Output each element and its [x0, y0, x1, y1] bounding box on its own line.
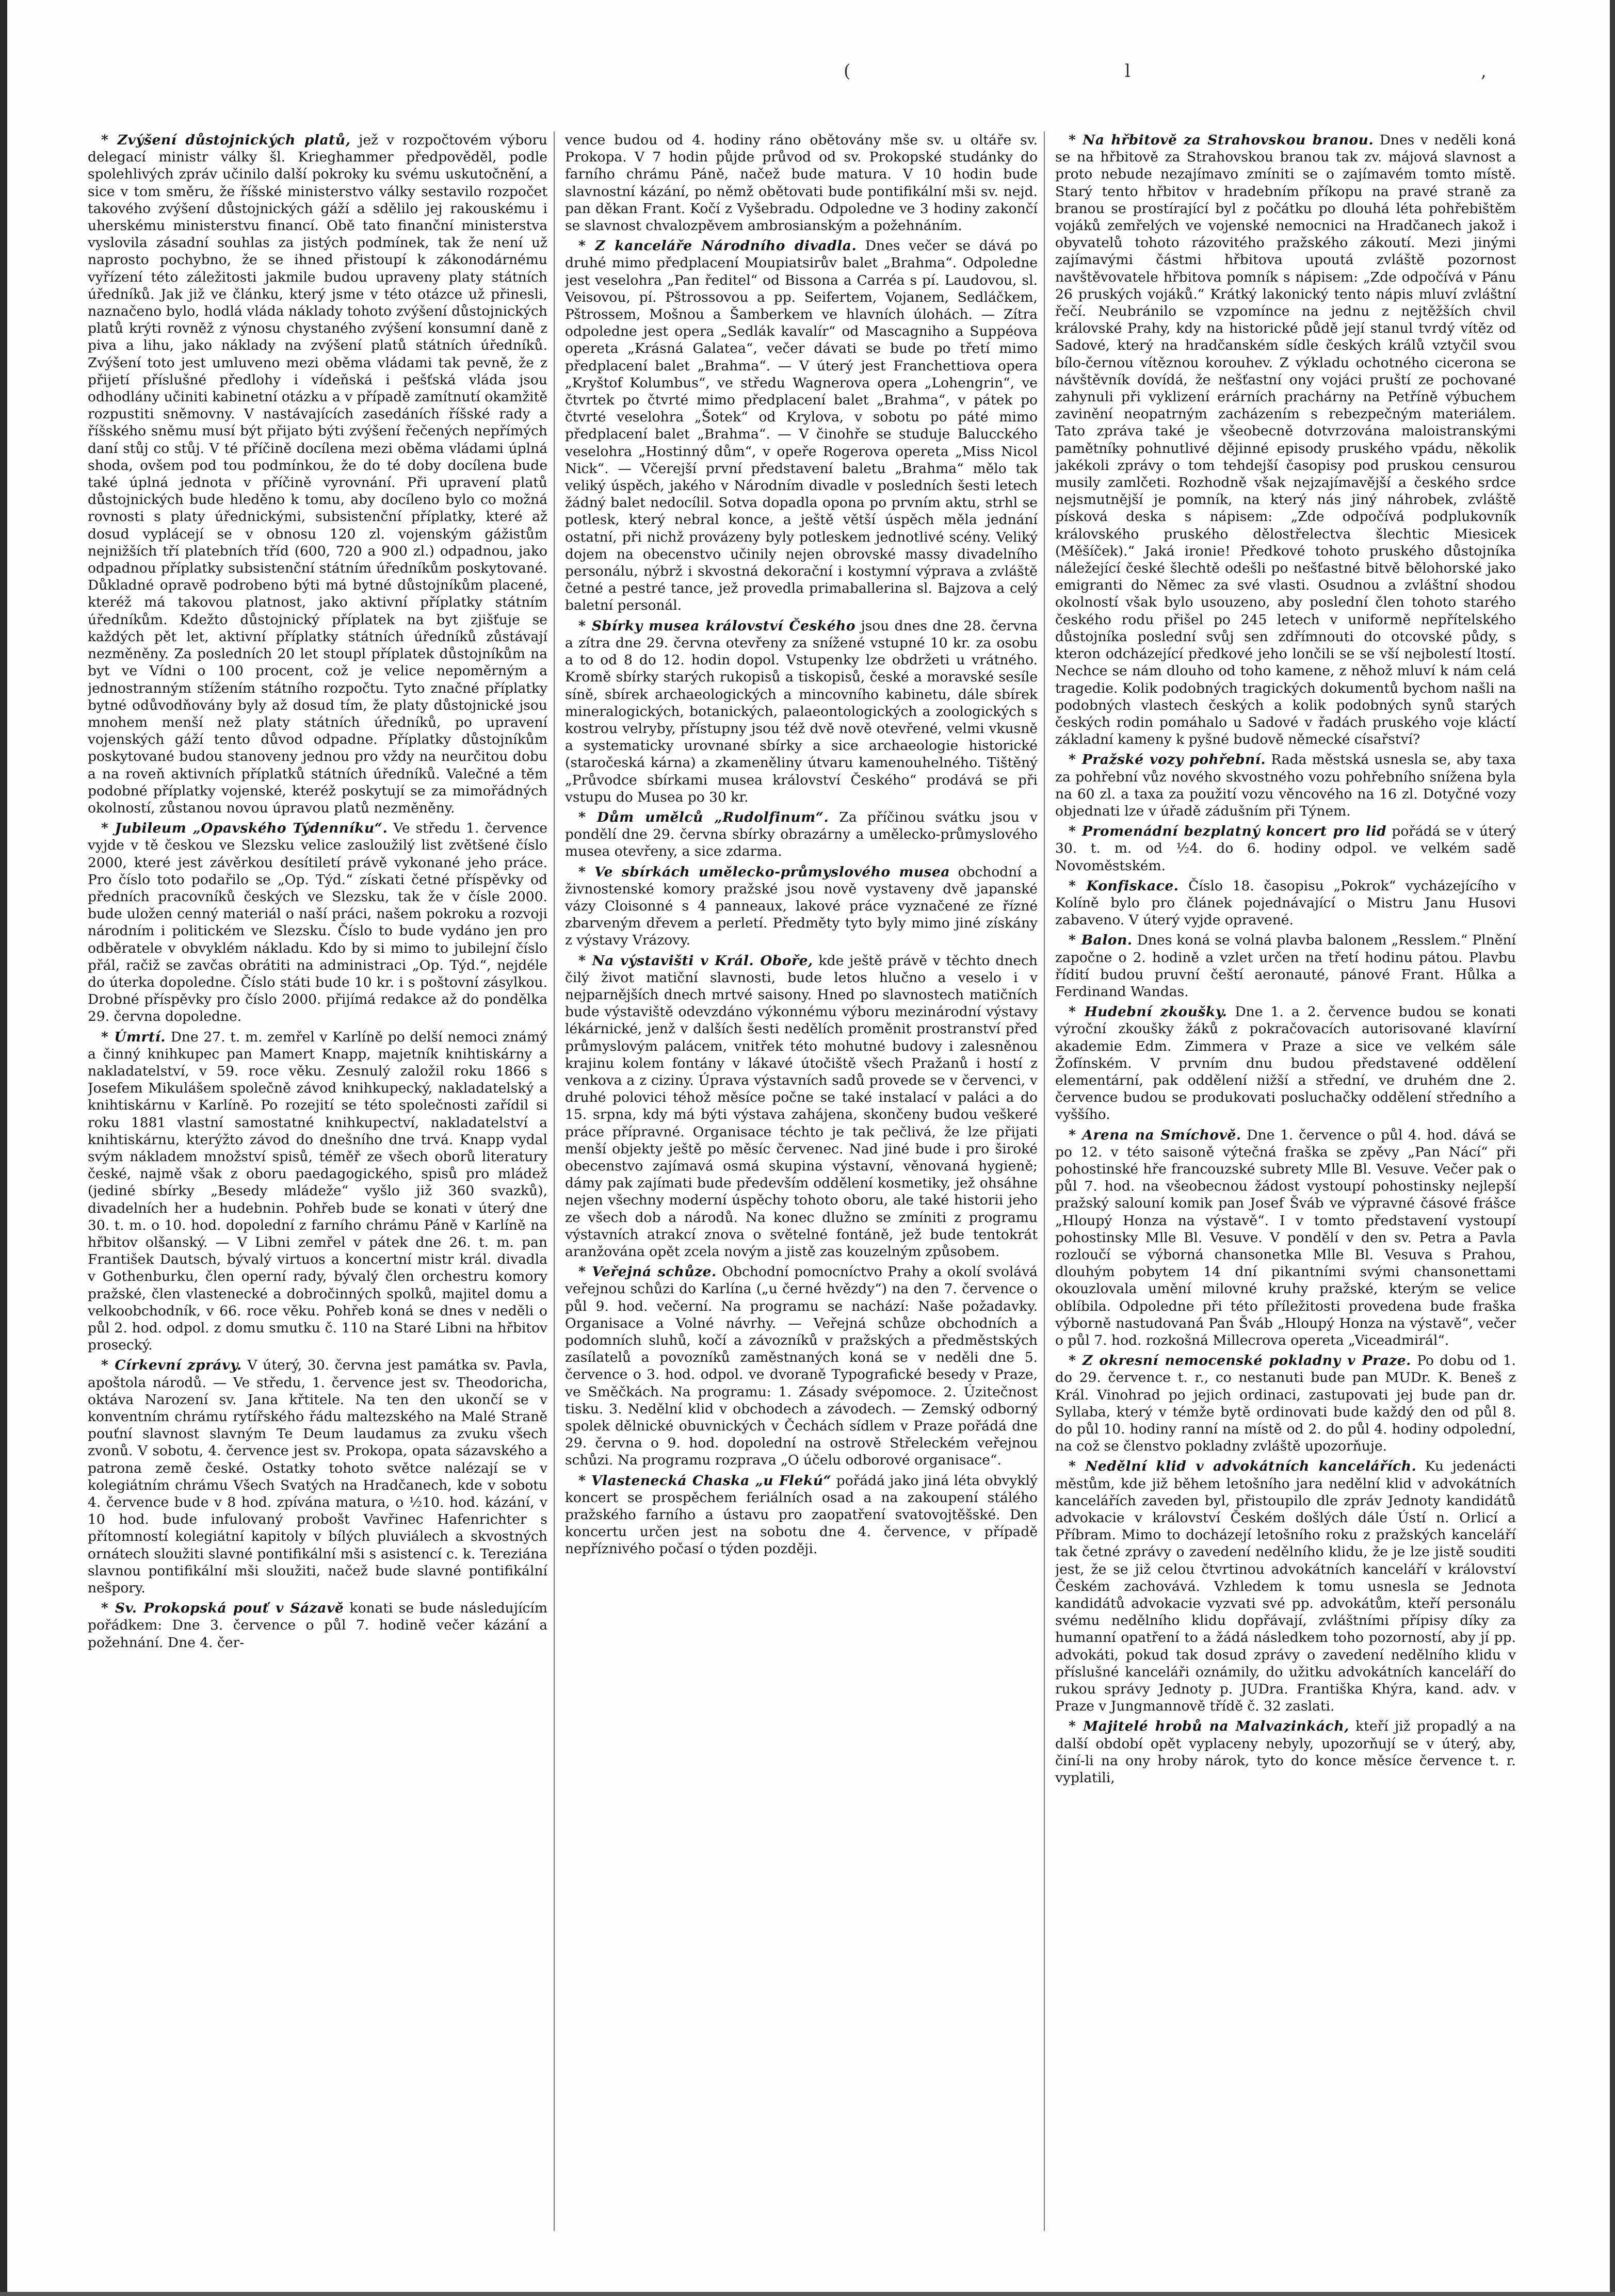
newspaper-page	[88, 132, 1522, 2231]
article-heading: * Z okresní nemocenské pokladny v Praze.	[1069, 1353, 1411, 1369]
article	[1055, 932, 1516, 1000]
article	[565, 1263, 1038, 1469]
article-body: Dnes koná se volná plavba balonem „Resslem.“ Plnění započne o 2. hodině a vzlet určen na třetí hodinu pátou. Plavbu řídití budou pruvní čeští aeronauté, pánové Frant. Hůlka a Ferdinand Wandas.	[1055, 932, 1516, 1000]
article-body: Po dobu od 1. do 29. července t. r., co nestanuti bude pan MUDr. K. Beneš z Král. Vinohrad po jejich ordinaci, zastupovati jej bude pan dr. Syllaba, který v témže bytě ordinovati bude každý den od půl 8. do půl 10. hodiny ranní na místě od 2. do půl 4. hodiny odpolední, na což se členstvo pokladny zvláště upozorňuje.	[1055, 1353, 1516, 1455]
article-heading: * Na hřbitově za Strahovskou branou.	[1069, 132, 1374, 148]
article-body: jsou dnes dne 28. června a zítra dne 29. června otevřeny za snížené vstupné 10 kr. za osobu a to od 8 do 12. hodin dopol. Vstupenky lze obdržeti u vrátného. Kromě sbírky starých rukopisů a tiskopisů, české a moravské sesíle síně, sbírek archaeologických a mincovního kabinetu, dále sbírek mineralogických, botanických, palaeontologických a zoologických s kostrou velryby, přístupny jsou též dvě nově otevřené, velmi vkusně a systematicky urovnané sbírky a sice archaeologie historické (staročeská kárna) a zkameněliny útvaru kamenouhelného. Tištěný „Průvodce sbírkami musea království Českého“ prodává se při vstupu do Musea po 30 kr.	[565, 617, 1038, 805]
article	[1055, 877, 1516, 929]
article-heading: * Dům umělců „Rudolfinum“.	[578, 809, 829, 825]
article-body: Dne 1. července o půl 4. hod. dává se po 12. v této saisoně výtečná fraška se zpěvy „Pan Nácí“ při pohostinské hře francouzské subrety Mlle Bl. Vesuve. Večer pak o půl 7. hod. na všeobecnou žádost vystoupí pohostinsky nejlepší pražský salouní komik pan Josef Šváb ve výpravné čásové frášce „Hloupý Honza na výstavě“. I v tomto představení vystoupí pohostinsky Mlle Bl. Vesuve. V pondělí v den sv. Petra a Pavla rozloučí se výborná chansonetka Mlle Bl. Vesuva s Prahou, dlouhým pobytem 14 dní pikantními svými chansonettami okouzlovala umění milovné kruhy pražské, kterým se velice oblíbila. Odpoledne při této příležitosti provedena bude fraška výborně nastudovaná Pan Šváb „Hloupý Honza na výstavě“, večer o půl 7. hod. rozkošná Millecrova opereta „Viceadmirál“.	[1055, 1127, 1516, 1349]
column-middle	[565, 132, 1045, 2231]
article	[88, 1357, 547, 1597]
article	[1055, 1458, 1516, 1715]
article-body: Dne 27. t. m. zemřel v Karlíně po delší nemoci známý a činný knihkupec pan Mamert Knapp, majetník knihtiskárny a nakladatelství, v 59. roce věku. Zesnulý založil roku 1866 s Josefem Mikulášem společně závod knihkupecký, nakladatelský a knihtiskárnu v Karlíně. Po rozejití se této společnosti zařídil si roku 1881 vlastní samostatné knihkupectví, nakladatelství a knihtiskárnu, kterýžto závod do dnešního dne trvá. Knapp vydal svým nákladem množství spisů, téměř ze všech oborů literatury české, najmě však z oboru paedagogického, spisů pro mládež (jediné sbírky „Besedy mládeže“ vyšlo již 360 svazků), divadelních her a hudebnin. Pohřeb bude se konati v úterý dne 30. t. m. o 10. hod. dopolední z farního chrámu Páně v Karlíně na hřbitov olšanský. — V Libni zemřel v pátek dne 26. t. m. pan František Dautsch, bývalý virtuos a koncertní mistr král. divadla v Gothenburku, člen operní rady, bývalý člen orchestru komory pražské, člen vlastenecké a dobročinných spolků, majitel domu a velkoobchodník, v 66. roce věku. Pohřeb koná se dnes v neděli o půl 2. hod. odpol. z domu smutku č. 110 na Staré Libni na hřbitov prosecký.	[88, 1029, 547, 1354]
article-body: Dnes večer se dává po druhé mimo předplacení Moupiatsirův balet „Brahma“. Odpoledne jest veselohra „Pan ředitel“ od Bissona a Carréa s pí. Laudovou, sl. Veisovou, pí. Pštrossovou a pp. Seifertem, Vojanem, Sedláčkem, Pštrossem, Mošnou a Šamberkem ve hlavních úlohách. — Zítra odpoledne jest opera „Sedlák kavalír“ od Mascagniho a Suppéova opereta „Krásná Galatea“, večer dávati se bude po třetí mimo předplacení balet „Brahma“. — V úterý jest Franchettiova opera „Kryštof Kolumbus“, ve středu Wagnerova opera „Lohengrin“, ve čtvrtek po čtvrté mimo předplacení balet „Brahma“, v pátek po čtvrté veselohra „Šotek“ od Krylova, v sobotu po páté mimo předplacení balet „Brahma“. — V činohře se studuje Balucckého veselohra „Hostinný dům“, v opeře Rogerova opereta „Miss Nicol Nick“. — Včerejší první představení baletu „Brahma“ mělo tak veliký úspěch, jakého v Národním divadle v posledních šesti letech žádný balet nedocílil. Sotva dopadla opona po prvním aktu, strhl se potlesk, který nebral konce, a ještě větší úspěch měla jednání ostatní, při nichž provázeny byly potleskem jednotlivé scény. Veliký dojem na obecenstvo učinily nejen obrovské massy divadelního personálu, nýbrž i skvostná dekorační i kostymní výprava a zvláště četné a pestré tance, jež provedla primaballerina sl. Bajzova a celý baletní personál.	[565, 238, 1038, 614]
scan-mark: ,	[1481, 61, 1487, 82]
article-heading: * Jubileum „Opavského Týdenníku“.	[101, 820, 388, 837]
article-heading: * Hudební zkoušky.	[1069, 1004, 1228, 1020]
article	[88, 132, 547, 817]
article	[1055, 1127, 1516, 1349]
article-body: pořádá jako jiná léta obvyklý koncert se prospěchem feriálních osad a na zakoupení stálého pražského farního a ústavu pro zaopatření svatovojtěšské. Den koncertu určen jest na sobotu dne 4. července, v případě nepříznivého počasí o týden později.	[565, 1472, 1038, 1557]
article-body: Ku jedenácti městům, kde již během letošního jara nedělní klid v advokátních kancelářích zaveden byl, přistoupilo dle zpráv Jednoty kandidátů advokacie v království Českém došlých dále Ústí n. Orlicí a Příbram. Mimo to docházejí letošního roku z pražských kanceláří tak četné zprávy o zavedení nedělního klidu, že je lze jistě souditi jest, že se již celou čtvrtinou advokátních kanceláří v království Českém zachovává. Vzhledem k tomu usnesla se Jednota kandidátů advokacie vyzvati své pp. advokátům, kteří personálu svému nedělního klidu dopřávají, zvláštními přípisy díky za humanní opatření to a žádá následkem toho pozorností, aby jí pp. advokáti, pokud tak dosud zprávy o zavedení nedělního klidu v příslušné kanceláři oznámily, do užitku advokátních kanceláří do rukou správy Jednoty p. JUDra. Františka Khýra, kand. adv. v Praze v Jungmannově třídě č. 32 zaslati.	[1055, 1458, 1516, 1715]
article	[565, 132, 1038, 234]
article-body: konati se bude následujícím pořádkem: Dne 3. července o půl 7. hodině večer kázání a požehnání. Dne 4. čer-	[88, 1600, 547, 1651]
article-body: Ve středu 1. července vyjde v tě českou ve Slezsku velice zasloužilý list zvětšené číslo 2000, které jest závěrkou desítiletí právě vykonané jeho práce. Pro číslo toto podařilo se „Op. Týd.“ získati četné příspěvky od předních pracovníků českých ve Slezsku, tak že v čísle 2000. bude uložen cenný materiál o naší práci, našem pokroku a rozvoji národním i politickém ve Slezsku. Číslo to bude vydáno jen pro odběratele v obvyklém nákladu. Kdo by si mimo to jubilejní číslo přál, račiž se zavčas obrátiti na administraci „Op. Týd.“, nejdéle do úterka dopoledne. Číslo státi bude 10 kr. i s poštovní zásylkou. Drobné příspěvky pro číslo 2000. přijímá redakce až do pondělka 29. června dopoledne.	[88, 820, 547, 1025]
article-heading: * Pražské vozy pohřební.	[1069, 752, 1266, 768]
article-body: Rada městská usnesla se, aby taxa za pohřební vůz nového skvostného vozu pohřebního snížena byla na 60 zl. a taxa za použití vozu věncového na 16 zl. Dotyčné vozy objednati lze v úřadě zádušním při Týnem.	[1055, 752, 1516, 819]
article-body: obchodní a živnostenské komory pražské jsou nově vystaveny dvě japanské vázy Cloisonné s 4 panneaux, lakové práce vyznačené ze řízné zbarveným dřevem a perletí. Předměty tyto byly mimo jiné získány z výstavy Vrázovy.	[565, 864, 1038, 949]
article-body: Dne 1. a 2. července budou se konati výroční zkoušky žáků z pokračovacích autorisované klavírní akademie Edm. Zimmera v Praze a sice ve velkém sále Žofínském. V prvním dnu budou představené oddělení elementární, pak oddělení nižší a střední, ve druhém dne 2. července budou se produkovati posluchačky oddělení středního a vyššího.	[1055, 1004, 1516, 1123]
article-heading: * Sbírky musea království Českého	[578, 617, 856, 634]
article	[565, 617, 1038, 806]
article	[565, 952, 1038, 1261]
article	[565, 809, 1038, 860]
column-left	[88, 132, 555, 2231]
scan-mark: l	[1125, 61, 1130, 82]
article	[1055, 1718, 1516, 1786]
article	[1055, 751, 1516, 820]
article-heading: * Arena na Smíchově.	[1069, 1127, 1241, 1143]
article-body: kteří již propadlý a na další období opět vyplaceny nebyly, upozorňují se v úterý, aby, činí-li na ony hroby nárok, tyto do konce měsíce července t. r. vyplatili,	[1055, 1718, 1516, 1786]
article	[1055, 1352, 1516, 1455]
article-heading: * Církevní zprávy.	[101, 1357, 242, 1374]
article	[88, 1029, 547, 1354]
article-heading: * Nedělní klid v advokátních kancelářích.	[1069, 1458, 1417, 1475]
article-body: Obchodní pomocníctvo Prahy a okolí svolává veřejnou schůzi do Karlína („u černé hvězdy“) na den 7. července o půl 9. hod. večerní. Na programu se nachází: Naše požadavky. Organisace a Volné návrhy. — Veřejná schůze obchodních a podomních sluhů, kočí a závozníků v pražských a předměstských zasílatelů a povozníků zaměstnaných koná se v neděli dne 5. července o 3. hod. odpol. ve dvoraně Typografické besedy v Praze, ve Směčkách. Na programu: 1. Zásady svépomoce. 2. Úzitečnost tisku. 3. Nedělní klid v obchodech a závodech. — Zemský odborný spolek dělnické obuvnických v Čechách sídlem v Praze pořádá dne 29. června o 9. hod. dopolední na ostrově Střeleckém veřejnou schůzi. Na programu rozprava „O účelu odborové organisace“.	[565, 1264, 1038, 1469]
article-heading: * Konfiskace.	[1069, 877, 1179, 894]
article-body: Číslo 18. časopisu „Pokrok“ vycházejícího v Kolíně bylo pro článek pojednávající o Mistru Janu Husovi zabaveno. V úterý vyjde opravené.	[1055, 877, 1516, 929]
article-heading: * Vlastenecká Chaska „u Flekú“	[578, 1472, 832, 1489]
article-heading: * Ve sbírkách umělecko-průmyslového musea	[578, 864, 950, 880]
article-body: jež v rozpočtovém výboru delegací ministr války šl. Krieghammer předpověděl, podle spolehlivých zpráv učinilo další pokroky ku svému uskutočnění, a sice v tom směru, že říšské ministerstvo války sestavilo rozpočet takového zvýšení důstojnických gáží a sdělilo jej rakouskému i uherskému ministerstvu financí. Obě tato finanční ministerstva vyslovila zásadní souhlas za jistých podmínek, tak že není už naprosto pochybno, že se ihned přistoupí k zákonodárnému vyřízení této záležitosti jakmile budou upraveny platy státních úředníků. Jak již ve článku, který jsme v této otázce už přinesli, naznačeno bylo, hodlá vláda náklady tohoto zvýšení důstojnických platů krýti rovněž z výnosu chystaného zvýšení konsumní daně z piva a lihu, jako náklady na zvýšení platů státních úředníků. Zvýšení toto jest umluveno mezi oběma vládami tak pevně, že z přijetí příslušné předlohy i vídeňská i pešťská vláda jsou odhodlány učiniti kabinetní otázku a v případě zamítnutí okamžitě rozpustiti sněmovny. V nastávajících zasedáních říšské rady a říšského sněmu musí být přijato býti zvýšení řečených nepřímých daní stůj co stůj. V té příčině docílena mezi oběma vládami úplná shoda, ovšem pod tou podmínkou, že do té doby docílena bude také úplná jednota v příčině vyrovnání. Při upravení platů důstojnických bude hleděno k tomu, aby docíleno bylo co možná rovnosti s platy úřednickými, subsistenční příplatky, které až dosud vyplácejí se v obnosu 120 zl. vojenským gážistům nejnižších tří platebních tříd (600, 720 a 900 zl.) odpadnou, jako odpadnou příplatky subsistenční státním úředníkům poskytované. Důkladné opravě podrobeno býti má bytné důstojníkům placené, kteréž má takovou platnost, jako aktivní příplatky státním úředníkům. Kdežto důstojnický příplatek na byt zjišťuje se každých pět let, aktivní příplatky státních úředníků zůstávají nezměněny. Za posledních 20 let stoupl příplatek důstojníkům na byt ve Vídni o 100 procent, což je velice nepoměrným a jednostranným stížením státního rozpočtu. Tyto značné příplatky bytné odůvodňovány byly až dosud tím, že platy důstojnické jsou mnohem menší než platy státních úředníků, po upravení vojenských gáží tento důvod odpadne. Příplatky důstojníkům poskytované budou stanoveny jednou pro vždy na neurčitou dobu a na roveň aktivních příplatků státních úředníků. Valečné a těm podobné příplatky vojenské, kteréž poskytují se za mimořádných okolností, zůstanou novou úpravou platů nezměněny.	[88, 132, 547, 816]
article-heading: * Balon.	[1069, 932, 1133, 949]
scan-mark: (	[844, 61, 851, 82]
article-body: vence budou od 4. hodiny ráno obětovány mše sv. u oltáře sv. Prokopa. V 7 hodin půjde průvod od sv. Prokopské studánky do farního chrámu Páně, načež bude matura. V 10 hodin bude slavnostní kázání, po němž obětovati bude pontifikální mši sv. nejd. pan děkan Frant. Kočí z Vyšebradu. Odpoledne ve 3 hodiny zakončí se slavnost chvalozpěvem ambrosianským a požehnáním.	[565, 132, 1038, 234]
article	[565, 1472, 1038, 1558]
article-heading: * Veřejná schůze.	[578, 1264, 717, 1280]
article-heading: * Promenádní bezplatný koncert pro lid	[1069, 823, 1386, 840]
article-body: kde ještě právě v těchto dnech čilý život matiční slavnosti, bude letos hlučno a veselo i v nejparnějších dnech mrtvé saisony. Hned po slavnostech matičních bude výstaviště odevzdáno výkonnému výboru mezinárodní výstavy lékárnické, jenž v dalších šesti nedělích proměnit prostranství před průmyslovým palácem, vnitřek této mohutné budovy i zalesněnou krajinu kolem fontány v lákavé útočiště všech Pražanů i hostí z venkova a z ciziny. Úprava výstavních sadů provede se v červenci, v druhé polovici téhož měsíce počne se také instalací v paláci a do 15. srpna, kdy má býti výstava zahájena, skončeny budou veškeré práce přípravné. Organisace téchto je tak pečlivá, že lze přijati menší objekty ještě po měsíc červenec. Nad jiné bude i pro široké obecenstvo zajímavá osmá skupina výstavní, věnovaná hygieně; dámy pak zajímati bude především oddělení kosmetiky, jež ohsáhne nejen všechny moderní úspěchy tohoto oboru, ale také historii jeho ze všech dob a národů. Na konec dlužno se zmíniti z programu výstavních atrakcí znova o světelné fontáně, jež bude tentokrát aranžována opět zcela novým a jistě zas kouzelným způsobem.	[565, 952, 1038, 1260]
article-heading: * Na výstavišti v Král. Oboře,	[578, 952, 813, 969]
article-heading: * Úmrtí.	[101, 1029, 166, 1045]
article	[1055, 132, 1516, 748]
article-body: Dnes v neděli koná se na hřbitově za Strahovskou branou tak zv. májová slavnost a proto nebude nezajímavo zmíniti se o zajímavém tomto místě. Starý tento hřbitov v hradebním příkopu na pravé straně za branou se prostírající byl z počátku po dlouhá léta pohřebištěm vojáků zemřelých ve vojenské nemocnici na Hradčanech jakož i obyvatelů tohoto rázovitého pražského zákoutí. Mezi jinými zajímavými částmi hřbitova upoutá zvláště pozornost navštěvovatele hřbitova pomník s nápisem: „Zde odpočívá v Pánu 26 pruských vojáků.“ Krátký lakonický tento nápis mluví zvláštní řečí. Neubránilo se vzpomínce na jednu z nejtěžších chvil královské Prahy, kdy na historické půdě její stanul tvrdý vítěz od Sadové, který na hradčanském sídle českých králů vztyčil svou bílo-černou vítěznou korouhev. Z výkladu ochotného cicerona se návštěvník dovídá, že nešťastní ony vojáci pruští ze pochované zahynuli při vyklizení erárních prachárny na Petříně výbuchem zavinění neopatrným zacházením s rebezpečným materiálem. Tato zpráva také je všeobecně dotvrzována maloistranskými pamětníky pohnutlivé dějinné episody pruského vpádu, několik jakékoli zprávy o tom tehdejší časopisy pod pruskou censurou musily zamlčeti. Rozhodně však nejzajímavější a českého srdce nejsmutnější je pomník, na který nás jiný náhrobek, zvláště písková deska s nápisem: „Zde odpočívá podplukovník královského pruského dělostřelectva šlechtic Miesicek (Měšíček).“ Jaká ironie! Předkové tohoto pruského důstojníka náležející české šlechtě odešli po nešťastné bitvě bělohorské jako emigranti do Němec za své vlasti. Osudnou a zvláštní shodou okolností však bylo usouzeno, aby poslední člen tohoto starého českého rodu přišel po 245 letech v uniformě nepřítelského důstojníka poslední svůj sen zdřímnouti do otcovské půdy, s kteron odcházející předkové jeho lončili se se vší nejbolestí ltostí. Nechce se nám dlouho od toho kamene, z něhož mluví k nám celá tragedie. Kolik podobných tragických dokumentů bychom našli na podobných vlastech českých a kolik podobných synů starých českých rodin pomáhalo u Sadové v řadách pruského voje kláctí základní kameny k pyšné budově německé císařství?	[1055, 132, 1516, 748]
scan-edge-bottom	[0, 2292, 1615, 2296]
article-heading: * Majitelé hrobů na Malvazinkách,	[1069, 1718, 1349, 1735]
scan-edge-right	[1610, 0, 1615, 2296]
article-heading: * Zvýšení důstojnických platů,	[101, 132, 351, 148]
article-body: Za příčinou svátku jsou v pondělí dne 29. června sbírky obrazárny a umělecko-průmyslového musea otevřeny, a sice zdarma.	[565, 809, 1038, 860]
article	[565, 864, 1038, 949]
article	[1055, 1003, 1516, 1123]
article	[88, 820, 547, 1025]
article-body: pořádá se v úterý 30. t. m. od ½4. do 6. hodiny odpol. ve velkém sadě Novoměstském.	[1055, 823, 1516, 874]
article-heading: * Z kanceláře Národního divadla.	[578, 238, 857, 254]
scan-edge-left	[0, 0, 7, 2296]
article-heading: * Sv. Prokopská pouť v Sázavě	[101, 1600, 344, 1617]
article-body: V úterý, 30. června jest památka sv. Pavla, apoštola národů. — Ve středu, 1. července jest sv. Theodoricha, oktáva Narození sv. Jana křtitele. Na ten den ukončí se v konventním chrámu rytířského řádu maltezského na Malé Straně pouťní slavnost slavným Te Deum laudamus za zvuku všech zvonů. V sobotu, 4. července jest sv. Prokopa, opata sázavského a patrona země české. Ostatky tohoto světce nalézají se v kolegiátním chrámu Všech Svatých na Hradčanech, kde v sobotu 4. července bude v 8 hod. zpívána matura, o ½10. hod. kázání, v 10 hod. bude infulovaný probošt Vavřinec Hafenrichter s přítomností kolegiátní kapitoly v bílých pluviálech a skvostných ornátech sloužiti slavné pontifikální mši s asistencí c. k. Tereziána slavnou pontifikální mši sloužiti, načež bude slavné pontifikální nešpory.	[88, 1357, 547, 1597]
column-right	[1055, 132, 1522, 2231]
article	[88, 1600, 547, 1651]
article	[565, 237, 1038, 614]
article	[1055, 823, 1516, 874]
